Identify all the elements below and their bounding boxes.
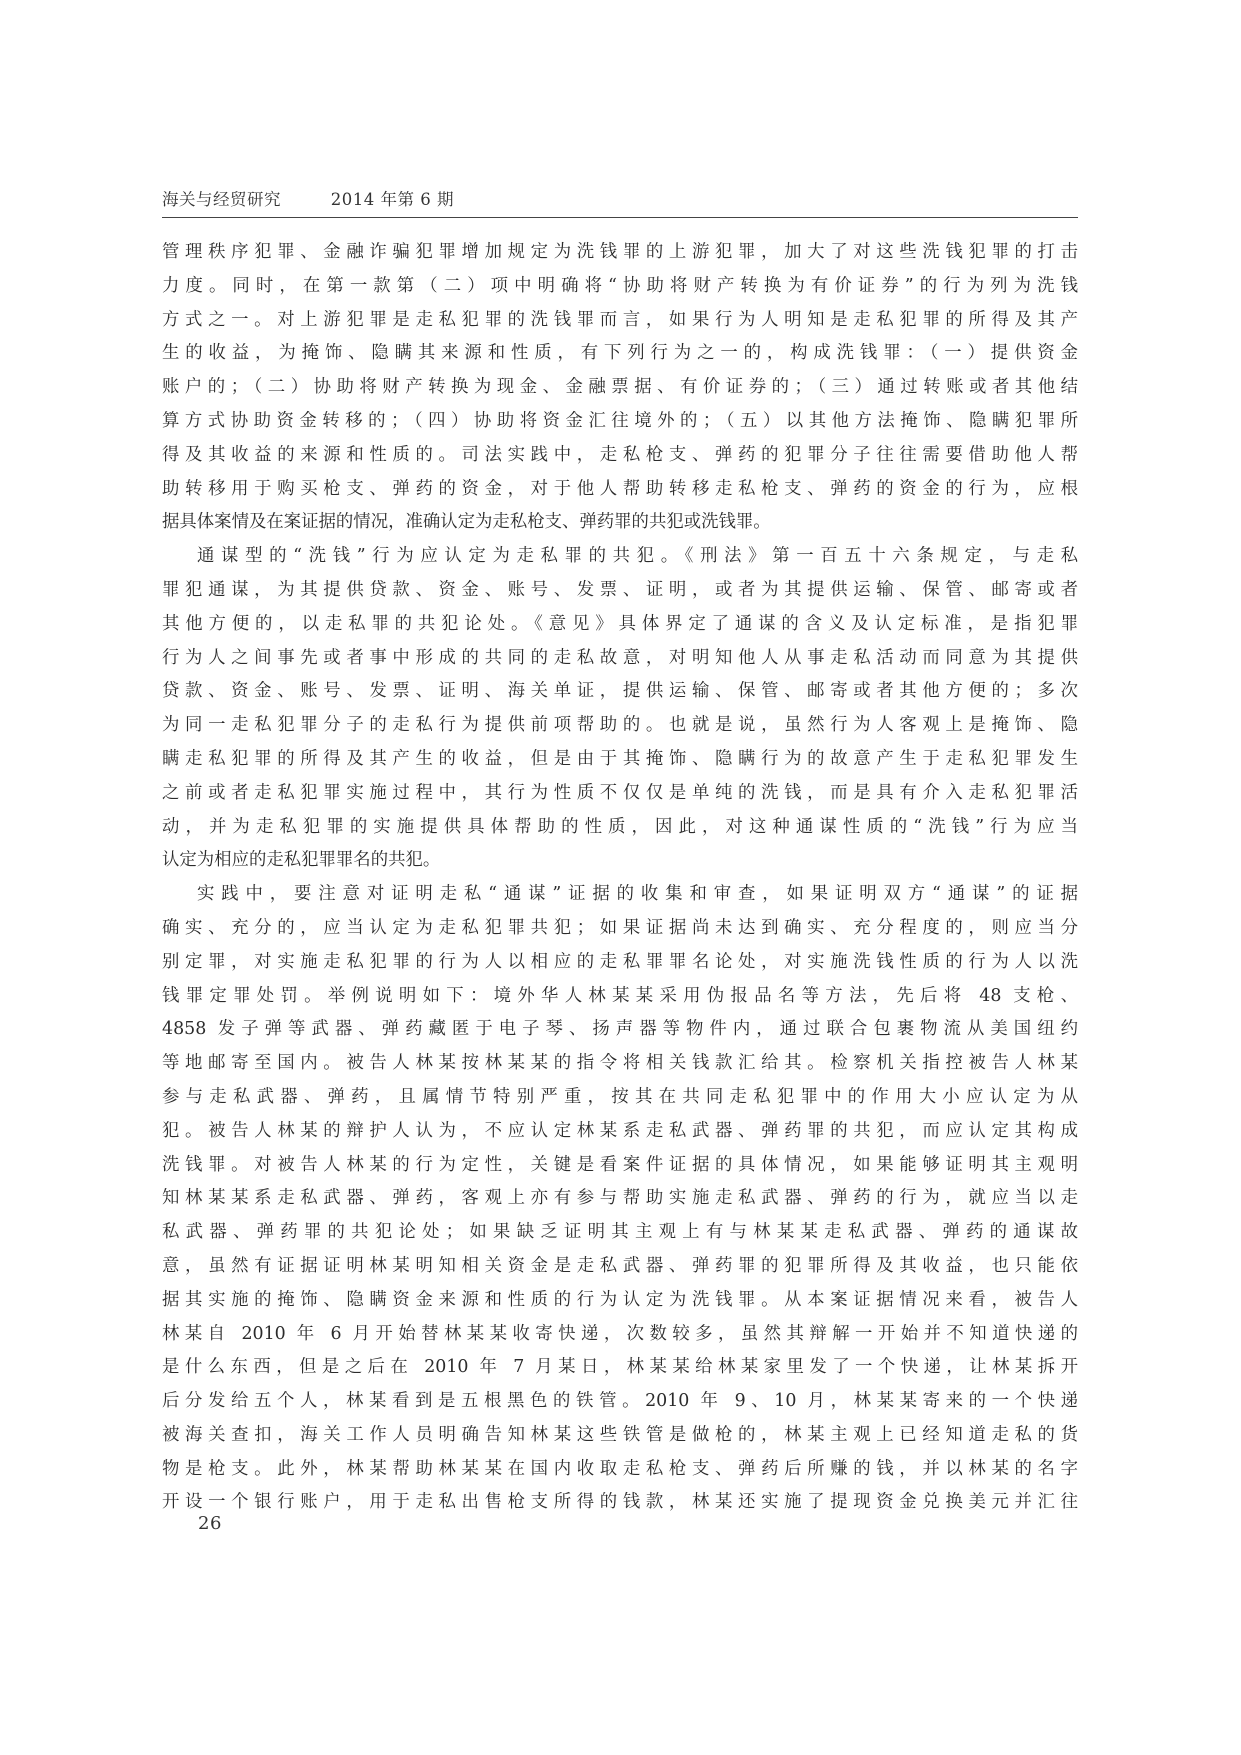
issue-label: 2014 年第 6 期 (330, 190, 454, 209)
text-line: 据其实施的掩饰、隐瞒资金来源和性质的行为认定为洗钱罪。从本案证据情况来看，被告人 (162, 1289, 1078, 1310)
text-line: 确实、充分的，应当认定为走私犯罪共犯；如果证据尚未达到确实、充分程度的，则应当分 (162, 917, 1078, 938)
text-line: 管理秩序犯罪、金融诈骗犯罪增加规定为洗钱罪的上游犯罪，加大了对这些洗钱犯罪的打击 (162, 242, 1078, 262)
text-line: 之前或者走私犯罪实施过程中，其行为性质不仅仅是单纯的洗钱，而是具有介入走私犯罪活 (162, 782, 1078, 803)
body-text (162, 236, 1078, 1520)
text-line: 得及其收益的来源和性质的。司法实践中，走私枪支、弹药的犯罪分子往往需要借助他人帮 (162, 444, 1078, 465)
text-line: 动，并为走私犯罪的实施提供具体帮助的性质，因此，对这种通谋性质的“洗钱”行为应当 (162, 816, 1078, 837)
text-line: 4858 发子弹等武器、弹药藏匿于电子琴、扬声器等物件内，通过联合包裹物流从美国纽约 (162, 1019, 1078, 1040)
text-line: 为同一走私犯罪分子的走私行为提供前项帮助的。也就是说，虽然行为人客观上是掩饰、隐 (162, 715, 1078, 736)
text-line: 罪犯通谋，为其提供贷款、资金、账号、发票、证明，或者为其提供运输、保管、邮寄或者 (162, 579, 1078, 600)
text-line: 犯。被告人林某的辩护人认为，不应认定林某系走私武器、弹药罪的共犯，而应认定其构成 (162, 1120, 1078, 1141)
text-line: 物是枪支。此外，林某帮助林某某在国内收取走私枪支、弹药后所赚的钱，并以林某的名字 (162, 1458, 1078, 1479)
text-line: 力度。同时，在第一款第（二）项中明确将“协助将财产转换为有价证券”的行为列为洗钱 (162, 275, 1078, 296)
header-divider (162, 217, 1078, 218)
text-line: 方式之一。对上游犯罪是走私犯罪的洗钱罪而言，如果行为人明知是走私犯罪的所得及其产 (162, 309, 1078, 330)
running-header (162, 186, 1078, 216)
text-line: 参与走私武器、弹药，且属情节特别严重，按其在共同走私犯罪中的作用大小应认定为从 (162, 1086, 1078, 1107)
text-line: 生的收益，为掩饰、隐瞒其来源和性质，有下列行为之一的，构成洗钱罪：（一）提供资金 (162, 343, 1078, 364)
text-line: 后分发给五个人，林某看到是五根黑色的铁管。2010 年 9、10 月，林某某寄来的一个快递 (162, 1391, 1078, 1412)
text-line: 被海关查扣，海关工作人员明确告知林某这些铁管是做枪的，林某主观上已经知道走私的货 (162, 1424, 1078, 1445)
text-line: 算方式协助资金转移的；（四）协助将资金汇往境外的；（五）以其他方法掩饰、隐瞒犯罪所 (162, 410, 1078, 431)
text-line: 意，虽然有证据证明林某明知相关资金是走私武器、弹药罪的犯罪所得及其收益，也只能依 (162, 1255, 1078, 1276)
text-line: 知林某某系走私武器、弹药，客观上亦有参与帮助实施走私武器、弹药的行为，就应当以走 (162, 1188, 1078, 1209)
text-line: 据具体案情及在案证据的情况，准确认定为走私枪支、弹药罪的共犯或洗钱罪。 (162, 512, 771, 533)
page-number: 26 (198, 1513, 222, 1534)
text-line: 林某自 2010 年 6 月开始替林某某收寄快递，次数较多，虽然其辩解一开始并不知道快递的 (162, 1323, 1078, 1344)
text-line: 助转移用于购买枪支、弹药的资金，对于他人帮助转移走私枪支、弹药的资金的行为，应根 (162, 478, 1078, 499)
text-line: 认定为相应的走私犯罪罪名的共犯。 (162, 850, 441, 871)
text-line: 等地邮寄至国内。被告人林某按林某某的指令将相关钱款汇给其。检察机关指控被告人林某 (162, 1053, 1078, 1074)
text-line: 私武器、弹药罪的共犯论处；如果缺乏证明其主观上有与林某某走私武器、弹药的通谋故 (162, 1222, 1078, 1243)
text-line: 账户的；（二）协助将财产转换为现金、金融票据、有价证券的；（三）通过转账或者其他结 (162, 377, 1078, 398)
text-line: 钱罪定罪处罚。举例说明如下：境外华人林某某采用伪报品名等方法，先后将 48 支枪、 (162, 985, 1078, 1006)
text-line: 是什么东西，但是之后在 2010 年 7 月某日，林某某给林某家里发了一个快递，让林某拆开 (162, 1357, 1078, 1378)
text-line: 实践中，要注意对证明走私“通谋”证据的收集和审查，如果证明双方“通谋”的证据 (197, 884, 1078, 905)
text-line: 其他方便的，以走私罪的共犯论处。《意见》具体界定了通谋的含义及认定标准，是指犯罪 (162, 613, 1078, 634)
text-line: 瞒走私犯罪的所得及其产生的收益，但是由于其掩饰、隐瞒行为的故意产生于走私犯罪发生 (162, 748, 1078, 769)
text-line: 贷款、资金、账号、发票、证明、海关单证，提供运输、保管、邮寄或者其他方便的；多次 (162, 681, 1078, 702)
text-line: 开设一个银行账户，用于走私出售枪支所得的钱款，林某还实施了提现资金兑换美元并汇往 (162, 1492, 1078, 1513)
journal-title: 海关与经贸研究 (162, 190, 281, 209)
text-line: 行为人之间事先或者事中形成的共同的走私故意，对明知他人从事走私活动而同意为其提供 (162, 647, 1078, 668)
text-line: 别定罪，对实施走私犯罪的行为人以相应的走私罪罪名论处，对实施洗钱性质的行为人以洗 (162, 951, 1078, 972)
text-line: 通谋型的“洗钱”行为应认定为走私罪的共犯。《刑法》第一百五十六条规定，与走私 (197, 546, 1078, 567)
text-line: 洗钱罪。对被告人林某的行为定性，关键是看案件证据的具体情况，如果能够证明其主观明 (162, 1154, 1078, 1175)
